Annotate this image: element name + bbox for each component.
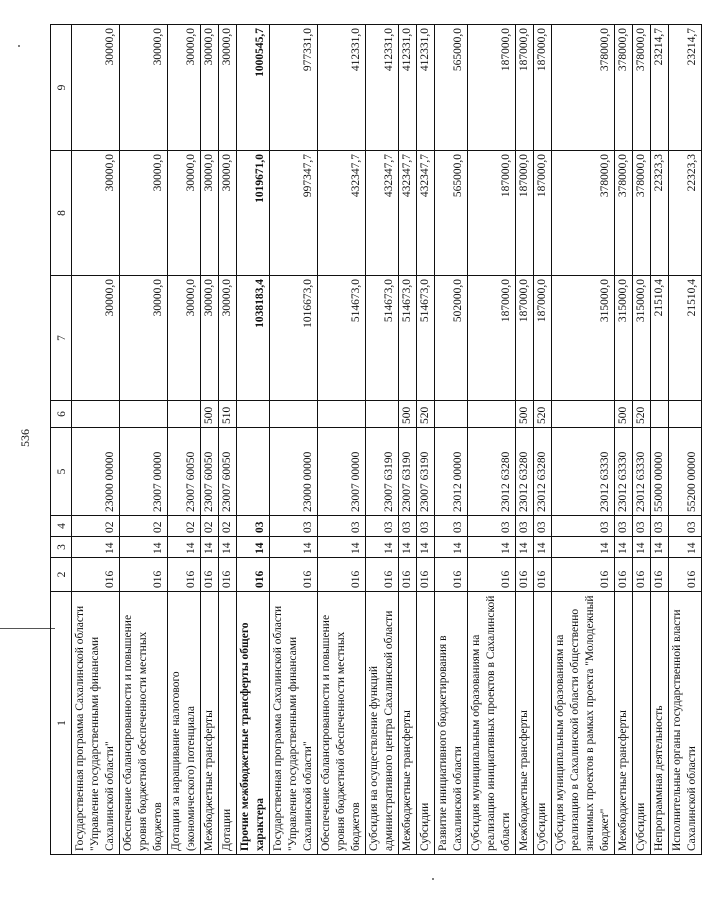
subsection-code-cell: 02 [120,516,168,537]
section-code-cell: 14 [120,537,168,558]
year3-amount-cell: 412331,0 [399,25,417,151]
year3-amount-cell: 187000,0 [516,25,534,151]
year3-amount-cell: 23214,7 [651,25,669,151]
year3-amount-cell: 977331,0 [270,25,318,151]
year2-amount-cell: 378000,0 [615,151,633,276]
year3-amount-cell: 1000545,7 [237,25,270,151]
section-code-cell: 14 [516,537,534,558]
admin-code-cell: 016 [435,558,468,592]
year1-amount-cell: 187000,0 [468,276,516,401]
section-code-cell: 14 [615,537,633,558]
year1-amount-cell: 21510,4 [669,276,702,401]
year2-amount-cell: 187000,0 [468,151,516,276]
target-article-cell: 23012 63280 [516,428,534,516]
expense-type-cell: 500 [615,401,633,428]
section-code-cell: 14 [237,537,270,558]
expense-type-cell [651,401,669,428]
year1-amount-cell: 315000,0 [633,276,651,401]
year3-amount-cell: 30000,0 [168,25,201,151]
section-code-cell: 14 [366,537,399,558]
section-code-cell: 14 [633,537,651,558]
subsection-code-cell: 03 [651,516,669,537]
table-row [72,25,120,855]
target-article-cell: 23012 63280 [534,428,552,516]
row-name-cell: Субсидия муниципальным образованиям на реализацию инициативных проектов в Сахалинской области [468,592,516,855]
expense-type-cell [669,401,702,428]
subsection-code-cell: 03 [633,516,651,537]
subsection-code-cell: 02 [72,516,120,537]
year2-amount-cell: 997347,7 [270,151,318,276]
row-name-cell: Дотации за наращивание налогового (экономического) потенциала [168,592,201,855]
admin-code-cell: 016 [318,558,366,592]
section-code-cell: 14 [168,537,201,558]
target-article-cell: 23007 60050 [219,428,237,516]
subsection-code-cell: 03 [669,516,702,537]
target-article-cell [237,428,270,516]
year3-amount-cell: 30000,0 [219,25,237,151]
admin-code-cell: 016 [651,558,669,592]
year2-amount-cell: 30000,0 [72,151,120,276]
expense-type-cell: 520 [417,401,435,428]
year2-amount-cell: 432347,7 [417,151,435,276]
table-row [270,25,318,855]
admin-code-cell: 016 [270,558,318,592]
expense-type-cell [120,401,168,428]
table-row [219,25,237,855]
row-name-cell: Обеспечение сбалансированности и повышение уровня бюджетной обеспеченности местных бюджетов [120,592,168,855]
row-name-cell: Субсидия на осуществление функций административного центра Сахалинской области [366,592,399,855]
admin-code-cell: 016 [534,558,552,592]
target-article-cell: 23012 00000 [435,428,468,516]
scan-margin-line [0,628,55,629]
year3-amount-cell: 187000,0 [534,25,552,151]
header-row [51,25,72,855]
year3-amount-cell: 412331,0 [318,25,366,151]
section-code-cell: 14 [318,537,366,558]
subsection-code-cell: 03 [552,516,615,537]
year2-amount-cell: 378000,0 [552,151,615,276]
admin-code-cell: 016 [468,558,516,592]
subsection-code-cell: 03 [534,516,552,537]
section-code-cell: 14 [435,537,468,558]
year2-amount-cell: 30000,0 [201,151,219,276]
expense-type-cell [468,401,516,428]
column-header: 9 [51,25,72,151]
year3-amount-cell: 378000,0 [552,25,615,151]
subsection-code-cell: 03 [270,516,318,537]
year3-amount-cell: 30000,0 [72,25,120,151]
table-row [237,25,270,855]
row-name-cell: Межбюджетные трансферты [615,592,633,855]
row-name-cell: Субсидия муниципальным образованиям на реализацию в Сахалинской области общественно значимых проектов в рамках проекта "Молодежный бюджет" [552,592,615,855]
subsection-code-cell: 03 [417,516,435,537]
subsection-code-cell: 02 [201,516,219,537]
year1-amount-cell: 1038183,4 [237,276,270,401]
year2-amount-cell: 187000,0 [516,151,534,276]
section-code-cell: 14 [201,537,219,558]
row-name-cell: Межбюджетные трансферты [201,592,219,855]
row-name-cell: Развитие инициативного бюджетирования в Сахалинской области [435,592,468,855]
admin-code-cell: 016 [615,558,633,592]
year3-amount-cell: 565000,0 [435,25,468,151]
target-article-cell: 23012 63330 [552,428,615,516]
year2-amount-cell: 378000,0 [633,151,651,276]
year2-amount-cell: 432347,7 [399,151,417,276]
table-row [552,25,615,855]
year2-amount-cell: 30000,0 [168,151,201,276]
year2-amount-cell: 187000,0 [534,151,552,276]
section-code-cell: 14 [399,537,417,558]
table-row [399,25,417,855]
expense-type-cell: 500 [399,401,417,428]
year1-amount-cell: 502000,0 [435,276,468,401]
year2-amount-cell: 565000,0 [435,151,468,276]
year1-amount-cell: 514673,0 [318,276,366,401]
section-code-cell: 14 [669,537,702,558]
target-article-cell: 23012 63330 [633,428,651,516]
rotated-table-wrapper [50,25,698,855]
row-name-cell: Государственная программа Сахалинской области "Управление государственными финансами Сахалинской области" [72,592,120,855]
year3-amount-cell: 412331,0 [366,25,399,151]
admin-code-cell: 016 [552,558,615,592]
year2-amount-cell: 22323,3 [651,151,669,276]
table-row [468,25,516,855]
budget-table [50,24,702,855]
table-row [651,25,669,855]
year1-amount-cell: 187000,0 [516,276,534,401]
admin-code-cell: 016 [366,558,399,592]
table-row [534,25,552,855]
expense-type-cell: 510 [219,401,237,428]
subsection-code-cell: 03 [435,516,468,537]
row-name-cell: Дотации [219,592,237,855]
year1-amount-cell: 514673,0 [399,276,417,401]
year1-amount-cell: 315000,0 [615,276,633,401]
year3-amount-cell: 412331,0 [417,25,435,151]
year1-amount-cell: 30000,0 [168,276,201,401]
year2-amount-cell: 30000,0 [219,151,237,276]
table-row [168,25,201,855]
expense-type-cell [72,401,120,428]
column-header: 1 [51,592,72,855]
row-name-cell: Государственная программа Сахалинской области "Управление государственными финансами Сахалинской области" [270,592,318,855]
section-code-cell: 14 [534,537,552,558]
row-name-cell: Непрограммная деятельность [651,592,669,855]
year2-amount-cell: 1019671,0 [237,151,270,276]
column-header: 5 [51,428,72,516]
expense-type-cell: 500 [516,401,534,428]
table-row [366,25,399,855]
subsection-code-cell: 03 [468,516,516,537]
year1-amount-cell: 187000,0 [534,276,552,401]
year1-amount-cell: 1016673,0 [270,276,318,401]
column-header: 8 [51,151,72,276]
expense-type-cell [168,401,201,428]
year1-amount-cell: 514673,0 [417,276,435,401]
year1-amount-cell: 514673,0 [366,276,399,401]
target-article-cell: 23007 63190 [399,428,417,516]
admin-code-cell: 016 [237,558,270,592]
admin-code-cell: 016 [669,558,702,592]
target-article-cell: 23007 00000 [318,428,366,516]
year1-amount-cell: 30000,0 [219,276,237,401]
year3-amount-cell: 30000,0 [201,25,219,151]
year1-amount-cell: 30000,0 [72,276,120,401]
target-article-cell: 55200 00000 [669,428,702,516]
admin-code-cell: 016 [168,558,201,592]
row-name-cell: Обеспечение сбалансированности и повышение уровня бюджетной обеспеченности местных бюджетов [318,592,366,855]
section-code-cell: 14 [651,537,669,558]
row-name-cell: Межбюджетные трансферты [399,592,417,855]
table-row [318,25,366,855]
row-name-cell: Межбюджетные трансферты [516,592,534,855]
subsection-code-cell: 03 [237,516,270,537]
scan-speck [18,45,20,47]
subsection-code-cell: 03 [366,516,399,537]
target-article-cell: 55000 00000 [651,428,669,516]
table-row [516,25,534,855]
year3-amount-cell: 23214,7 [669,25,702,151]
table-row [120,25,168,855]
scan-speck [432,878,434,880]
subsection-code-cell: 03 [615,516,633,537]
target-article-cell: 23007 63190 [366,428,399,516]
expense-type-cell [366,401,399,428]
admin-code-cell: 016 [633,558,651,592]
admin-code-cell: 016 [417,558,435,592]
year2-amount-cell: 30000,0 [120,151,168,276]
subsection-code-cell: 03 [399,516,417,537]
section-code-cell: 14 [468,537,516,558]
target-article-cell: 23012 63330 [615,428,633,516]
year1-amount-cell: 30000,0 [120,276,168,401]
target-article-cell: 23012 63280 [468,428,516,516]
subsection-code-cell: 03 [318,516,366,537]
expense-type-cell: 520 [633,401,651,428]
table-row [669,25,702,855]
row-name-cell: Субсидии [633,592,651,855]
row-name-cell: Субсидии [417,592,435,855]
table-row [435,25,468,855]
year3-amount-cell: 30000,0 [120,25,168,151]
section-code-cell: 14 [72,537,120,558]
subsection-code-cell: 02 [219,516,237,537]
year2-amount-cell: 432347,7 [366,151,399,276]
subsection-code-cell: 02 [168,516,201,537]
section-code-cell: 14 [417,537,435,558]
year2-amount-cell: 432347,7 [318,151,366,276]
admin-code-cell: 016 [120,558,168,592]
expense-type-cell: 520 [534,401,552,428]
page-number: 536 [18,429,32,447]
table-row [417,25,435,855]
table-row [201,25,219,855]
admin-code-cell: 016 [72,558,120,592]
target-article-cell: 23007 00000 [120,428,168,516]
section-code-cell: 14 [270,537,318,558]
expense-type-cell [270,401,318,428]
row-name-cell: Субсидии [534,592,552,855]
target-article-cell: 23007 63190 [417,428,435,516]
admin-code-cell: 016 [399,558,417,592]
admin-code-cell: 016 [516,558,534,592]
column-header: 3 [51,537,72,558]
expense-type-cell [552,401,615,428]
table-row [615,25,633,855]
expense-type-cell [237,401,270,428]
target-article-cell: 23000 00000 [72,428,120,516]
year1-amount-cell: 21510,4 [651,276,669,401]
year3-amount-cell: 187000,0 [468,25,516,151]
year1-amount-cell: 30000,0 [201,276,219,401]
admin-code-cell: 016 [201,558,219,592]
expense-type-cell [318,401,366,428]
target-article-cell: 23007 60050 [201,428,219,516]
column-header: 2 [51,558,72,592]
subsection-code-cell: 03 [516,516,534,537]
expense-type-cell [435,401,468,428]
section-code-cell: 14 [552,537,615,558]
year3-amount-cell: 378000,0 [615,25,633,151]
row-name-cell: Исполнительные органы государственной власти Сахалинской области [669,592,702,855]
table-row [633,25,651,855]
target-article-cell: 23007 60050 [168,428,201,516]
column-header: 6 [51,401,72,428]
expense-type-cell: 500 [201,401,219,428]
column-header: 7 [51,276,72,401]
year3-amount-cell: 378000,0 [633,25,651,151]
year2-amount-cell: 22323,3 [669,151,702,276]
admin-code-cell: 016 [219,558,237,592]
year1-amount-cell: 315000,0 [552,276,615,401]
row-name-cell: Прочие межбюджетные трансферты общего характера [237,592,270,855]
column-header: 4 [51,516,72,537]
section-code-cell: 14 [219,537,237,558]
target-article-cell: 23000 00000 [270,428,318,516]
